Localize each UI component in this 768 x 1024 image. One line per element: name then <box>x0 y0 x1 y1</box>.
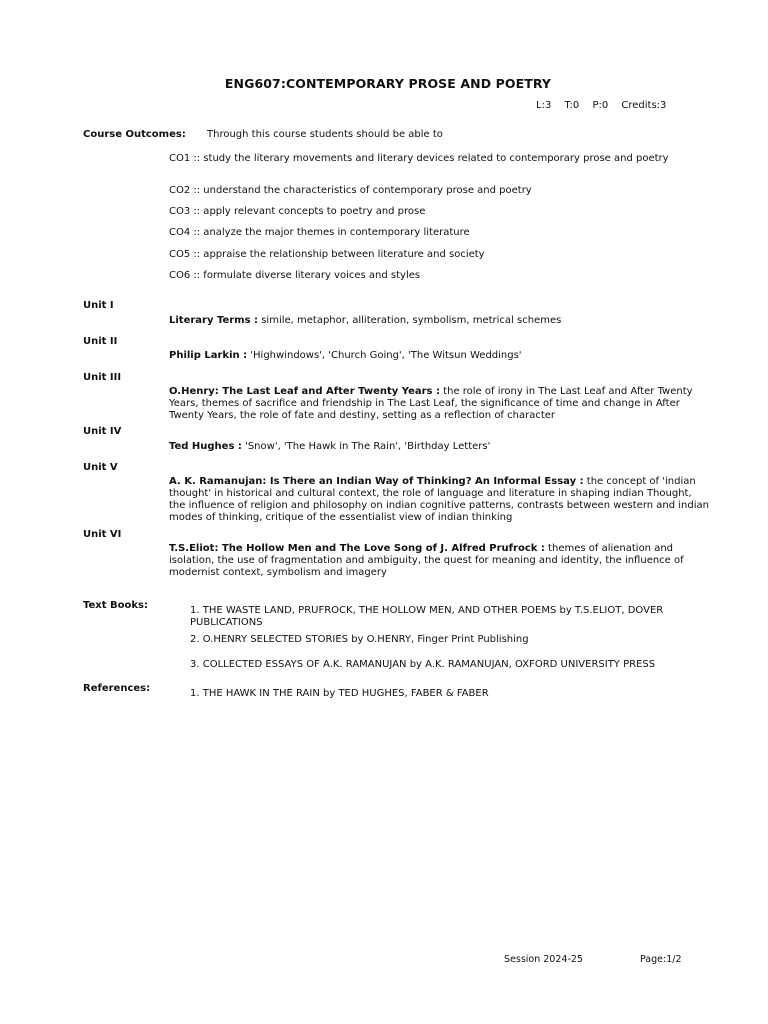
unit-label: Unit I <box>83 300 114 311</box>
credits: Credits:3 <box>621 100 667 111</box>
unit-heading: O.Henry: The Last Leaf and After Twenty Years : <box>169 386 440 397</box>
unit-label: Unit III <box>83 372 122 383</box>
course-outcome-item: CO4 :: analyze the major themes in contemporary literature <box>169 227 470 238</box>
course-outcome-item: CO5 :: appraise the relationship between literature and society <box>169 249 485 260</box>
course-outcomes-intro: Through this course students should be able to <box>207 129 443 140</box>
unit-content <box>169 315 709 327</box>
course-title: ENG607:CONTEMPORARY PROSE AND POETRY <box>224 76 552 91</box>
course-outcome-item: CO6 :: formulate diverse literary voices and styles <box>169 270 421 281</box>
unit-heading: A. K. Ramanujan: Is There an Indian Way of Thinking? An Informal Essay : <box>169 476 584 487</box>
unit-content <box>169 386 709 422</box>
practical-hours: P:0 <box>592 100 609 111</box>
unit-heading: Literary Terms : <box>169 315 259 326</box>
references-label: References: <box>83 683 151 694</box>
reference-item: 1. THE HAWK IN THE RAIN by TED HUGHES, FABER & FABER <box>190 688 489 699</box>
unit-text: the concept of 'indian thought' in historical and cultural context, the role of language and literature in shaping indian Thought, the influence of religion and philosophy on indian cognitive patterns, contrasts between western and indian modes of thinking, critique of the essentialist view of indian thinking <box>169 476 709 523</box>
unit-label: Unit II <box>83 336 118 347</box>
unit-text: the role of irony in The Last Leaf and After Twenty Years, themes of sacrifice and friendship in The Last Leaf, the significance of time and change in After Twenty Years, the role of fate and destiny, setting as a reflection of character <box>169 386 693 421</box>
credit-structure <box>536 100 676 112</box>
unit-text: simile, metaphor, alliteration, symbolism, metrical schemes <box>258 315 562 326</box>
unit-label: Unit VI <box>83 529 122 540</box>
text-books-label: Text Books: <box>83 600 148 611</box>
unit-label: Unit IV <box>83 426 122 437</box>
course-outcome-item: CO3 :: apply relevant concepts to poetry and prose <box>169 206 426 217</box>
session-info: Session 2024-25 <box>504 954 583 965</box>
unit-heading: Philip Larkin : <box>169 350 248 361</box>
course-outcomes-label: Course Outcomes: <box>83 129 186 140</box>
unit-content <box>169 350 709 362</box>
unit-heading: Ted Hughes : <box>169 441 242 452</box>
unit-text: 'Highwindows', 'Church Going', 'The Witsun Weddings' <box>247 350 522 361</box>
course-outcome-item: CO1 :: study the literary movements and literary devices related to contemporary prose and poetry <box>169 153 669 164</box>
unit-content <box>169 476 709 524</box>
unit-content <box>169 543 709 579</box>
unit-content <box>169 441 709 453</box>
text-book-item: 1. THE WASTE LAND, PRUFROCK, THE HOLLOW MEN, AND OTHER POEMS by T.S.ELIOT, DOVER PUBLICATIONS <box>190 605 664 628</box>
tutorial-hours: T:0 <box>564 100 580 111</box>
unit-heading: T.S.Eliot: The Hollow Men and The Love Song of J. Alfred Prufrock : <box>169 543 545 554</box>
unit-text: 'Snow', 'The Hawk in The Rain', 'Birthday Letters' <box>241 441 491 452</box>
page-number: Page:1/2 <box>640 954 682 965</box>
text-book-item: 3. COLLECTED ESSAYS OF A.K. RAMANUJAN by A.K. RAMANUJAN, OXFORD UNIVERSITY PRESS <box>190 659 656 670</box>
unit-label: Unit V <box>83 462 118 473</box>
unit-text: themes of alienation and isolation, the use of fragmentation and ambiguity, the quest for meaning and identity, the influence of modernist context, symbolism and imagery <box>169 543 684 578</box>
course-outcome-item: CO2 :: understand the characteristics of contemporary prose and poetry <box>169 185 532 196</box>
lecture-hours: L:3 <box>536 100 552 111</box>
text-book-item: 2. O.HENRY SELECTED STORIES by O.HENRY, Finger Print Publishing <box>190 634 529 645</box>
